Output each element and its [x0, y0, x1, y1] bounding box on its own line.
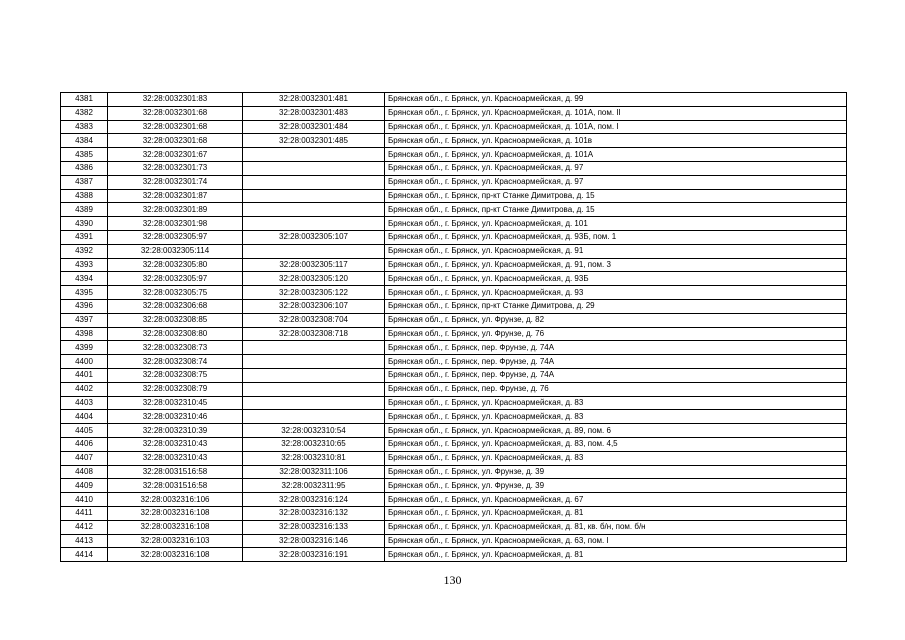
building-number-cell: [243, 161, 385, 175]
address-cell: Брянская обл., г. Брянск, ул. Красноармейская, д. 83: [385, 396, 847, 410]
building-number-cell: [243, 148, 385, 162]
building-number-cell: [243, 355, 385, 369]
row-number-cell: 4405: [61, 424, 108, 438]
building-number-cell: 32:28:0032308:718: [243, 327, 385, 341]
table-row: [61, 548, 847, 562]
parcel-number-cell: 32:28:0032305:97: [108, 230, 243, 244]
building-number-cell: 32:28:0032310:65: [243, 437, 385, 451]
parcel-number-cell: 32:28:0032308:79: [108, 382, 243, 396]
row-number-cell: 4389: [61, 203, 108, 217]
row-number-cell: 4400: [61, 355, 108, 369]
building-number-cell: [243, 341, 385, 355]
row-number-cell: 4402: [61, 382, 108, 396]
row-number-cell: 4382: [61, 106, 108, 120]
parcel-number-cell: 32:28:0032301:68: [108, 134, 243, 148]
building-number-cell: 32:28:0032310:54: [243, 424, 385, 438]
building-number-cell: [243, 217, 385, 231]
parcel-number-cell: 32:28:0032301:73: [108, 161, 243, 175]
parcel-number-cell: 32:28:0032310:43: [108, 451, 243, 465]
parcel-number-cell: 32:28:0032310:46: [108, 410, 243, 424]
parcel-number-cell: 32:28:0032310:45: [108, 396, 243, 410]
building-number-cell: 32:28:0032316:124: [243, 493, 385, 507]
parcel-number-cell: 32:28:0032301:87: [108, 189, 243, 203]
table-row: [61, 161, 847, 175]
parcel-number-cell: 32:28:0032305:114: [108, 244, 243, 258]
parcel-number-cell: 32:28:0032310:39: [108, 424, 243, 438]
building-number-cell: 32:28:0032301:484: [243, 120, 385, 134]
address-cell: Брянская обл., г. Брянск, ул. Фрунзе, д. 76: [385, 327, 847, 341]
address-cell: Брянская обл., г. Брянск, ул. Красноармейская, д. 91, пом. 3: [385, 258, 847, 272]
table-row: [61, 258, 847, 272]
parcel-number-cell: 32:28:0032316:108: [108, 506, 243, 520]
address-cell: Брянская обл., г. Брянск, ул. Красноармейская, д. 93Б, пом. 1: [385, 230, 847, 244]
table-row: [61, 134, 847, 148]
address-cell: Брянская обл., г. Брянск, ул. Фрунзе, д. 39: [385, 479, 847, 493]
table-row: [61, 465, 847, 479]
address-cell: Брянская обл., г. Брянск, ул. Фрунзе, д. 39: [385, 465, 847, 479]
table-row: [61, 355, 847, 369]
page-number: 130: [443, 573, 462, 587]
row-number-cell: 4412: [61, 520, 108, 534]
building-number-cell: 32:28:0032316:133: [243, 520, 385, 534]
table-row: [61, 396, 847, 410]
building-number-cell: [243, 244, 385, 258]
row-number-cell: 4391: [61, 230, 108, 244]
parcel-number-cell: 32:28:0032308:75: [108, 368, 243, 382]
building-number-cell: 32:28:0032305:120: [243, 272, 385, 286]
row-number-cell: 4393: [61, 258, 108, 272]
building-number-cell: 32:28:0032305:117: [243, 258, 385, 272]
table-row: [61, 382, 847, 396]
address-cell: Брянская обл., г. Брянск, ул. Фрунзе, д. 82: [385, 313, 847, 327]
parcel-number-cell: 32:28:0032308:74: [108, 355, 243, 369]
table-row: [61, 424, 847, 438]
address-cell: Брянская обл., г. Брянск, ул. Красноармейская, д. 83: [385, 451, 847, 465]
row-number-cell: 4381: [61, 93, 108, 107]
building-number-cell: 32:28:0032316:191: [243, 548, 385, 562]
building-number-cell: 32:28:0032310:81: [243, 451, 385, 465]
building-number-cell: 32:28:0032301:481: [243, 93, 385, 107]
address-cell: Брянская обл., г. Брянск, пр-кт Станке Димитрова, д. 15: [385, 203, 847, 217]
row-number-cell: 4396: [61, 299, 108, 313]
table-row: [61, 120, 847, 134]
address-cell: Брянская обл., г. Брянск, пер. Фрунзе, д. 76: [385, 382, 847, 396]
cadastral-table-body: [61, 93, 847, 562]
cadastral-table: [60, 92, 847, 562]
row-number-cell: 4394: [61, 272, 108, 286]
row-number-cell: 4407: [61, 451, 108, 465]
address-cell: Брянская обл., г. Брянск, ул. Красноармейская, д. 89, пом. 6: [385, 424, 847, 438]
row-number-cell: 4409: [61, 479, 108, 493]
parcel-number-cell: 32:28:0032316:108: [108, 520, 243, 534]
row-number-cell: 4395: [61, 286, 108, 300]
building-number-cell: 32:28:0032301:483: [243, 106, 385, 120]
building-number-cell: 32:28:0032301:485: [243, 134, 385, 148]
row-number-cell: 4385: [61, 148, 108, 162]
building-number-cell: [243, 396, 385, 410]
table-row: [61, 175, 847, 189]
table-row: [61, 506, 847, 520]
row-number-cell: 4406: [61, 437, 108, 451]
address-cell: Брянская обл., г. Брянск, пр-кт Станке Димитрова, д. 15: [385, 189, 847, 203]
building-number-cell: [243, 203, 385, 217]
table-row: [61, 203, 847, 217]
parcel-number-cell: 32:28:0032305:97: [108, 272, 243, 286]
row-number-cell: 4414: [61, 548, 108, 562]
row-number-cell: 4413: [61, 534, 108, 548]
row-number-cell: 4411: [61, 506, 108, 520]
address-cell: Брянская обл., г. Брянск, пер. Фрунзе, д. 74А: [385, 368, 847, 382]
table-row: [61, 148, 847, 162]
address-cell: Брянская обл., г. Брянск, ул. Красноармейская, д. 101А: [385, 148, 847, 162]
parcel-number-cell: 32:28:0031516:58: [108, 465, 243, 479]
table-row: [61, 299, 847, 313]
row-number-cell: 4410: [61, 493, 108, 507]
parcel-number-cell: 32:28:0032308:73: [108, 341, 243, 355]
parcel-number-cell: 32:28:0032306:68: [108, 299, 243, 313]
address-cell: Брянская обл., г. Брянск, ул. Красноармейская, д. 81: [385, 506, 847, 520]
row-number-cell: 4392: [61, 244, 108, 258]
table-row: [61, 189, 847, 203]
building-number-cell: 32:28:0032316:146: [243, 534, 385, 548]
building-number-cell: 32:28:0032311:95: [243, 479, 385, 493]
parcel-number-cell: 32:28:0031516:58: [108, 479, 243, 493]
address-cell: Брянская обл., г. Брянск, ул. Красноармейская, д. 81: [385, 548, 847, 562]
address-cell: Брянская обл., г. Брянск, пер. Фрунзе, д. 74А: [385, 355, 847, 369]
row-number-cell: 4388: [61, 189, 108, 203]
parcel-number-cell: 32:28:0032316:108: [108, 548, 243, 562]
table-row: [61, 106, 847, 120]
row-number-cell: 4404: [61, 410, 108, 424]
building-number-cell: 32:28:0032316:132: [243, 506, 385, 520]
table-row: [61, 534, 847, 548]
table-row: [61, 437, 847, 451]
parcel-number-cell: 32:28:0032305:80: [108, 258, 243, 272]
address-cell: Брянская обл., г. Брянск, ул. Красноармейская, д. 83: [385, 410, 847, 424]
building-number-cell: [243, 189, 385, 203]
table-row: [61, 272, 847, 286]
table-row: [61, 244, 847, 258]
parcel-number-cell: 32:28:0032308:80: [108, 327, 243, 341]
row-number-cell: 4390: [61, 217, 108, 231]
address-cell: Брянская обл., г. Брянск, ул. Красноармейская, д. 99: [385, 93, 847, 107]
table-row: [61, 313, 847, 327]
address-cell: Брянская обл., г. Брянск, пр-кт Станке Димитрова, д. 29: [385, 299, 847, 313]
parcel-number-cell: 32:28:0032316:106: [108, 493, 243, 507]
address-cell: Брянская обл., г. Брянск, ул. Красноармейская, д. 93Б: [385, 272, 847, 286]
building-number-cell: 32:28:0032311:106: [243, 465, 385, 479]
building-number-cell: 32:28:0032308:704: [243, 313, 385, 327]
building-number-cell: [243, 175, 385, 189]
address-cell: Брянская обл., г. Брянск, ул. Красноармейская, д. 63, пом. I: [385, 534, 847, 548]
table-row: [61, 230, 847, 244]
address-cell: Брянская обл., г. Брянск, ул. Красноармейская, д. 101в: [385, 134, 847, 148]
row-number-cell: 4383: [61, 120, 108, 134]
address-cell: Брянская обл., г. Брянск, ул. Красноармейская, д. 101: [385, 217, 847, 231]
parcel-number-cell: 32:28:0032301:67: [108, 148, 243, 162]
building-number-cell: 32:28:0032306:107: [243, 299, 385, 313]
address-cell: Брянская обл., г. Брянск, ул. Красноармейская, д. 101А, пом. I: [385, 120, 847, 134]
parcel-number-cell: 32:28:0032305:75: [108, 286, 243, 300]
address-cell: Брянская обл., г. Брянск, ул. Красноармейская, д. 97: [385, 161, 847, 175]
building-number-cell: 32:28:0032305:122: [243, 286, 385, 300]
parcel-number-cell: 32:28:0032316:103: [108, 534, 243, 548]
table-row: [61, 93, 847, 107]
row-number-cell: 4403: [61, 396, 108, 410]
address-cell: Брянская обл., г. Брянск, ул. Красноармейская, д. 93: [385, 286, 847, 300]
parcel-number-cell: 32:28:0032301:83: [108, 93, 243, 107]
building-number-cell: [243, 382, 385, 396]
row-number-cell: 4408: [61, 465, 108, 479]
table-row: [61, 217, 847, 231]
parcel-number-cell: 32:28:0032301:74: [108, 175, 243, 189]
table-row: [61, 410, 847, 424]
row-number-cell: 4384: [61, 134, 108, 148]
row-number-cell: 4397: [61, 313, 108, 327]
table-row: [61, 368, 847, 382]
address-cell: Брянская обл., г. Брянск, ул. Красноармейская, д. 97: [385, 175, 847, 189]
parcel-number-cell: 32:28:0032308:85: [108, 313, 243, 327]
address-cell: Брянская обл., г. Брянск, ул. Красноармейская, д. 91: [385, 244, 847, 258]
row-number-cell: 4387: [61, 175, 108, 189]
table-row: [61, 520, 847, 534]
parcel-number-cell: 32:28:0032301:68: [108, 106, 243, 120]
address-cell: Брянская обл., г. Брянск, ул. Красноармейская, д. 101А, пом. II: [385, 106, 847, 120]
table-row: [61, 493, 847, 507]
address-cell: Брянская обл., г. Брянск, пер. Фрунзе, д. 74А: [385, 341, 847, 355]
address-cell: Брянская обл., г. Брянск, ул. Красноармейская, д. 67: [385, 493, 847, 507]
row-number-cell: 4386: [61, 161, 108, 175]
building-number-cell: [243, 410, 385, 424]
parcel-number-cell: 32:28:0032310:43: [108, 437, 243, 451]
table-row: [61, 286, 847, 300]
row-number-cell: 4399: [61, 341, 108, 355]
parcel-number-cell: 32:28:0032301:89: [108, 203, 243, 217]
table-row: [61, 479, 847, 493]
address-cell: Брянская обл., г. Брянск, ул. Красноармейская, д. 83, пом. 4,5: [385, 437, 847, 451]
row-number-cell: 4398: [61, 327, 108, 341]
parcel-number-cell: 32:28:0032301:68: [108, 120, 243, 134]
address-cell: Брянская обл., г. Брянск, ул. Красноармейская, д. 81, кв. б/н, пом. б/н: [385, 520, 847, 534]
table-row: [61, 327, 847, 341]
building-number-cell: 32:28:0032305:107: [243, 230, 385, 244]
building-number-cell: [243, 368, 385, 382]
table-row: [61, 451, 847, 465]
parcel-number-cell: 32:28:0032301:98: [108, 217, 243, 231]
table-row: [61, 341, 847, 355]
row-number-cell: 4401: [61, 368, 108, 382]
